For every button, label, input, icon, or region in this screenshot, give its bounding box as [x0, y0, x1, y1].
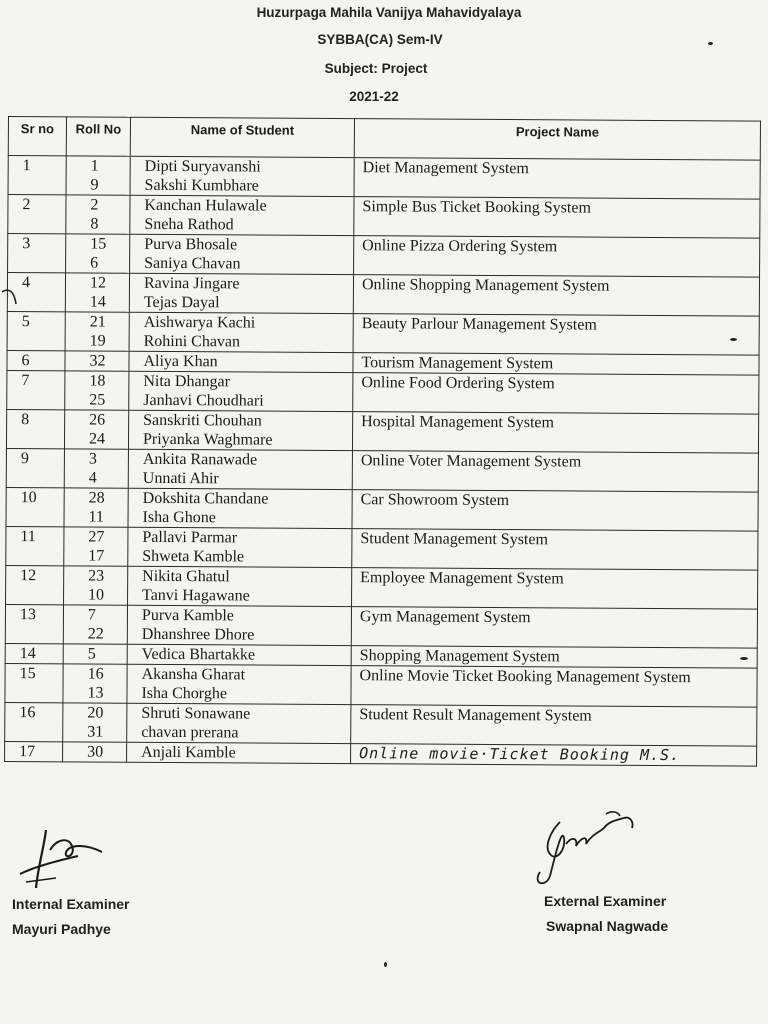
project-name: Simple Bus Ticket Booking System [362, 198, 591, 217]
project-name-cell [352, 529, 758, 570]
project-name: Student Result Management System [359, 706, 592, 725]
project-name: Hospital Management System [361, 413, 555, 432]
student-name: Isha Ghone [142, 508, 216, 527]
internal-examiner-signature [16, 822, 116, 892]
table-row [5, 702, 757, 746]
project-name-cell [354, 197, 760, 238]
student-name: Unnati Ahir [142, 469, 219, 488]
student-name-cell [128, 488, 352, 528]
roll-no-cell [65, 273, 129, 312]
table-row [5, 663, 757, 707]
table-header [8, 117, 760, 161]
project-name: Beauty Parlour Management System [361, 315, 597, 334]
project-name: Student Management System [360, 530, 549, 549]
subject-line: Subject: Project [324, 61, 428, 76]
sr-no-header: Sr no [8, 117, 66, 156]
roll-number: 2 [90, 196, 99, 214]
roll-number: 13 [87, 684, 104, 702]
table-row [7, 370, 759, 414]
roll-no-cell [64, 410, 128, 449]
stray-mark [730, 338, 737, 341]
student-name-cell [129, 351, 353, 372]
table-row [6, 448, 758, 492]
project-name-cell [351, 744, 757, 766]
roll-no-cell [63, 742, 127, 762]
roll-no-cell [65, 351, 129, 371]
roll-number: 5 [87, 645, 96, 663]
roll-no-cell [65, 312, 129, 351]
roll-no-cell [63, 664, 127, 703]
stray-mark [384, 962, 387, 967]
student-name-cell [128, 527, 352, 567]
college-name: Huzurpaga Mahila Vanijya Mahavidyalaya [256, 5, 522, 20]
student-name: Purva Kamble [141, 606, 234, 625]
roll-number: 20 [87, 704, 104, 722]
student-name-cell [130, 195, 354, 235]
table-row [6, 526, 758, 570]
student-name: Janhavi Choudhari [143, 391, 264, 410]
student-name-cell [129, 371, 353, 411]
student-name-cell [128, 566, 352, 606]
student-name: Sanskriti Chouhan [143, 411, 262, 430]
roll-number: 11 [88, 508, 105, 526]
sr-no-cell: 6 [7, 350, 65, 370]
student-name-cell [127, 644, 351, 665]
student-name-cell [129, 312, 353, 352]
student-name-cell [127, 742, 351, 763]
student-name: Tejas Dayal [143, 293, 220, 312]
roll-number: 3 [88, 450, 97, 468]
roll-no-cell [64, 527, 128, 566]
student-name: chavan prerana [141, 723, 239, 742]
external-examiner-name: Swapnal Nagwade [546, 918, 669, 934]
roll-no-cell [64, 566, 128, 605]
academic-year: 2021-22 [349, 89, 399, 104]
roll-no-cell [63, 605, 127, 644]
project-name-cell [353, 275, 759, 316]
roll-number: 21 [89, 313, 106, 331]
table-row [6, 565, 758, 609]
table-row [6, 409, 758, 453]
roll-number: 19 [89, 332, 106, 350]
student-name: Kanchan Hulawale [144, 196, 267, 215]
project-name-cell [353, 353, 759, 375]
roll-number: 9 [90, 176, 99, 194]
student-name: Shweta Kamble [142, 547, 245, 566]
roll-no-cell [64, 488, 128, 527]
student-name: Aishwarya Kachi [143, 313, 256, 332]
sr-no-cell: 12 [6, 565, 64, 604]
student-name: Ravina Jingare [143, 274, 240, 293]
course-title: SYBBA(CA) Sem-IV [317, 32, 443, 47]
sr-no-cell: 14 [5, 643, 63, 663]
student-name: Nikita Ghatul [142, 567, 230, 586]
roll-number: 14 [89, 293, 106, 311]
table-row [7, 311, 759, 355]
student-name: Tanvi Hagawane [142, 586, 250, 605]
sr-no-cell: 16 [5, 702, 63, 741]
project-name-cell [354, 158, 760, 199]
sr-no-cell: 8 [6, 409, 64, 448]
roll-number: 25 [89, 391, 106, 409]
project-name-cell [352, 490, 758, 531]
project-name-cell [352, 412, 758, 453]
roll-number: 23 [88, 567, 105, 585]
student-name-cell [127, 605, 351, 645]
roll-number: 8 [90, 215, 99, 233]
roll-no-cell [66, 156, 130, 195]
roll-no-cell [63, 703, 127, 742]
student-name: Rohini Chavan [143, 332, 241, 351]
table-row [8, 234, 760, 278]
table-row [7, 273, 759, 317]
table-body [5, 156, 761, 767]
roll-number: 12 [89, 274, 107, 292]
roll-number: 1 [90, 157, 99, 175]
roll-number: 30 [87, 743, 104, 761]
student-name: Dhanshree Dhore [141, 625, 255, 644]
student-name: Sneha Rathod [144, 215, 234, 234]
roll-number: 15 [90, 235, 107, 253]
project-name: Online Movie Ticket Booking Management System [359, 667, 691, 687]
sr-no-cell: 2 [8, 195, 66, 234]
student-name-cell [130, 234, 354, 274]
project-name: Tourism Management System [361, 354, 554, 373]
sr-no-cell: 4 [7, 273, 65, 312]
project-name-cell [354, 236, 760, 277]
project-name-cell [351, 646, 757, 668]
roll-number: 24 [88, 430, 106, 448]
internal-examiner-name: Mayuri Padhye [12, 921, 111, 937]
roll-number: 7 [87, 606, 97, 624]
table-row [6, 487, 758, 531]
project-name-header: Project Name [354, 119, 760, 160]
external-examiner-title: External Examiner [544, 893, 667, 909]
stray-mark [708, 42, 713, 45]
roll-no-cell [66, 234, 130, 273]
roll-number: 22 [87, 625, 104, 643]
roll-no-cell [63, 644, 127, 664]
student-name: Dokshita Chandane [142, 489, 269, 508]
project-name: Employee Management System [360, 569, 564, 588]
roll-number: 6 [90, 254, 99, 272]
project-allocation-table [4, 116, 761, 767]
sr-no-cell: 11 [6, 526, 64, 565]
roll-no-cell [66, 195, 130, 234]
roll-no-cell [64, 449, 128, 488]
student-name: Shruti Sonawane [141, 704, 251, 723]
table-row [5, 741, 757, 766]
project-name-cell [353, 314, 759, 355]
student-name: Vedica Bhartakke [141, 645, 256, 664]
project-name: Diet Management System [362, 159, 529, 178]
student-name-cell [128, 410, 352, 450]
sr-no-cell: 5 [7, 311, 65, 350]
table-row [5, 604, 757, 648]
student-name-header: Name of Student [130, 117, 354, 157]
project-name-cell [351, 705, 757, 746]
project-name: Online Pizza Ordering System [362, 237, 558, 256]
project-name: Online Food Ordering System [361, 374, 555, 393]
project-name: Car Showroom System [360, 491, 510, 510]
sr-no-cell: 15 [5, 663, 63, 702]
student-name: Isha Chorghe [141, 684, 227, 703]
roll-no-header: Roll No [66, 117, 130, 156]
project-name-cell [353, 373, 759, 414]
roll-number: 10 [88, 586, 105, 604]
project-name: Online movie·Ticket Booking M.S. [359, 744, 681, 765]
project-name-cell [351, 607, 757, 648]
student-name: Purva Bhosale [144, 235, 238, 254]
student-name-cell [129, 273, 353, 313]
student-name: Ankita Ranawade [142, 450, 258, 469]
student-name-cell [128, 449, 352, 489]
project-name-cell [352, 451, 758, 492]
sr-no-cell: 7 [7, 370, 65, 409]
student-name: Akansha Gharat [141, 665, 246, 684]
sr-no-cell: 10 [6, 487, 64, 526]
student-name-cell [127, 664, 351, 704]
student-name: Nita Dhangar [143, 372, 231, 391]
sr-no-cell: 17 [5, 741, 63, 761]
project-name: Online Voter Management System [360, 452, 582, 471]
roll-no-cell [65, 371, 129, 410]
student-name: Aliya Khan [143, 352, 218, 371]
project-name-cell [352, 568, 758, 609]
project-name: Shopping Management System [359, 647, 560, 666]
sr-no-cell: 3 [8, 234, 66, 273]
roll-number: 17 [88, 547, 105, 565]
project-name: Online Shopping Management System [361, 276, 610, 295]
student-name-cell [130, 156, 354, 196]
table-row [8, 156, 760, 200]
sr-no-cell: 13 [5, 604, 63, 643]
external-examiner-signature [520, 792, 650, 892]
student-name: Saniya Chavan [144, 254, 241, 273]
roll-number: 26 [89, 411, 106, 429]
roll-number: 4 [88, 469, 97, 487]
student-name: Pallavi Parmar [142, 528, 238, 547]
student-name: Sakshi Kumbhare [144, 176, 259, 195]
project-name-cell [351, 666, 757, 707]
stray-mark [740, 657, 748, 660]
project-name: Gym Management System [359, 608, 531, 627]
sr-no-cell: 1 [8, 156, 66, 195]
roll-number: 18 [89, 372, 106, 390]
stray-mark [0, 286, 20, 308]
roll-number: 31 [87, 723, 104, 741]
roll-number: 28 [88, 489, 105, 507]
student-name-cell [127, 703, 351, 743]
table-row [8, 195, 760, 239]
internal-examiner-title: Internal Examiner [12, 896, 130, 912]
roll-number: 16 [87, 665, 104, 683]
student-name: Anjali Kamble [141, 743, 236, 762]
student-name: Priyanka Waghmare [142, 430, 273, 449]
roll-number: 27 [88, 528, 105, 546]
roll-number: 32 [89, 352, 106, 370]
sr-no-cell: 9 [6, 448, 64, 487]
student-name: Dipti Suryavanshi [144, 157, 261, 176]
